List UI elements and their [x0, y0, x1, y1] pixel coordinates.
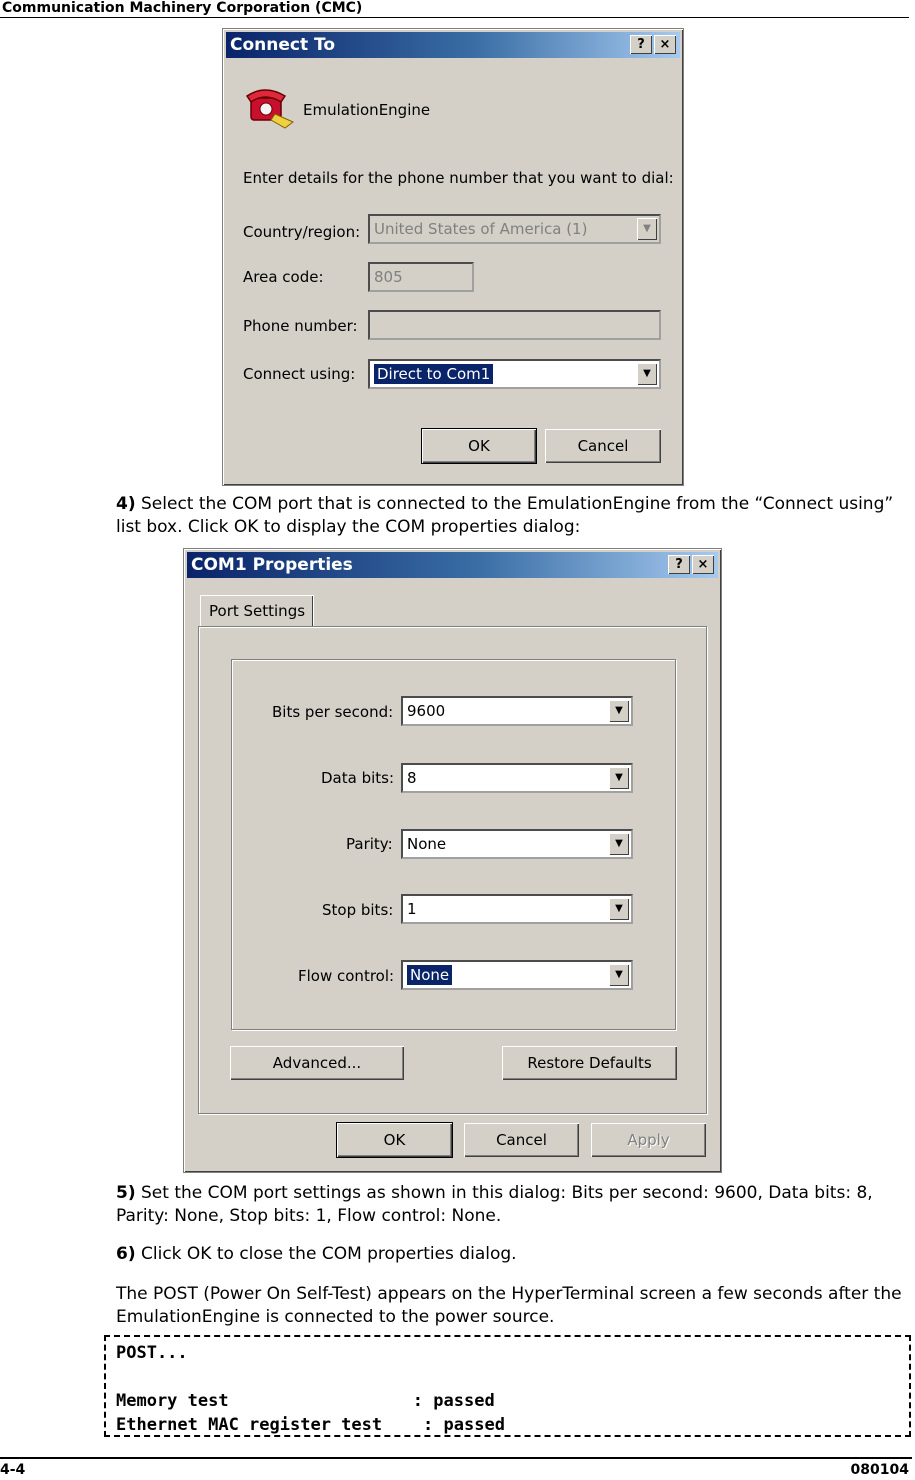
- stop-bits-value: 1: [407, 900, 417, 918]
- flow-control-value: None: [407, 965, 452, 985]
- restore-defaults-button[interactable]: Restore Defaults: [502, 1046, 677, 1080]
- phone-number-label: Phone number:: [243, 317, 358, 335]
- dropdown-arrow-icon[interactable]: ▼: [609, 700, 629, 722]
- advanced-button[interactable]: Advanced...: [230, 1046, 404, 1080]
- country-select[interactable]: [368, 214, 661, 244]
- step-5-body: Set the COM port settings as shown in this dialog: Bits per second: 9600, Data bits: 8, Parity: None, Stop bits: 1, Flow control: None.: [116, 1183, 873, 1226]
- data-bits-value: 8: [407, 769, 417, 787]
- post-intro-text: The POST (Power On Self-Test) appears on the HyperTerminal screen a few seconds after the EmulationEngine is connected to the power source.: [116, 1284, 902, 1327]
- dropdown-arrow-icon[interactable]: ▼: [609, 964, 629, 986]
- dropdown-arrow-icon[interactable]: ▼: [609, 898, 629, 920]
- step-4-body: Select the COM port that is connected to the EmulationEngine from the “Connect using” list box. Click OK to display the COM properties dialog:: [116, 494, 894, 537]
- apply-button[interactable]: Apply: [591, 1123, 706, 1157]
- area-code-input[interactable]: 805: [368, 262, 474, 292]
- parity-value: None: [407, 835, 447, 853]
- bits-per-second-select[interactable]: [401, 696, 633, 726]
- step-4-text: [116, 493, 906, 539]
- com1-title: COM1 Properties: [191, 555, 353, 575]
- dropdown-arrow-icon[interactable]: ▼: [609, 767, 629, 789]
- step-6-text: [116, 1243, 906, 1266]
- connect-using-value: Direct to Com1: [374, 364, 493, 384]
- flow-control-select[interactable]: [401, 960, 633, 990]
- com1-titlebar[interactable]: [187, 552, 718, 578]
- dropdown-arrow-icon[interactable]: ▼: [637, 218, 657, 240]
- step-5-number: 5): [116, 1183, 136, 1203]
- help-button[interactable]: ?: [630, 35, 652, 54]
- post-console-output: [104, 1335, 911, 1437]
- console-line: Memory test : passed: [116, 1391, 495, 1411]
- step-4-number: 4): [116, 494, 136, 514]
- stop-bits-label: Stop bits:: [322, 901, 394, 919]
- connect-to-title: Connect To: [230, 35, 336, 55]
- bits-per-second-value: 9600: [407, 702, 446, 720]
- connect-to-dialog: [222, 28, 684, 486]
- country-value: United States of America (1): [374, 220, 588, 238]
- console-line: [116, 1365, 909, 1389]
- step-5-text: [116, 1182, 906, 1228]
- close-button[interactable]: ×: [654, 35, 676, 54]
- flow-control-label: Flow control:: [298, 967, 395, 985]
- help-button[interactable]: ?: [668, 555, 690, 574]
- bits-per-second-label: Bits per second:: [272, 703, 394, 721]
- stop-bits-select[interactable]: [401, 894, 633, 924]
- tab-port-settings[interactable]: Port Settings: [200, 595, 314, 626]
- parity-select[interactable]: [401, 829, 633, 859]
- data-bits-label: Data bits:: [321, 769, 395, 787]
- com1-properties-dialog: [183, 548, 722, 1173]
- connect-using-label: Connect using:: [243, 365, 356, 383]
- connect-to-titlebar[interactable]: [226, 32, 680, 58]
- country-label: Country/region:: [243, 223, 361, 241]
- cancel-button[interactable]: Cancel: [464, 1123, 579, 1157]
- connect-using-select[interactable]: [368, 359, 661, 389]
- connection-name: EmulationEngine: [303, 101, 431, 119]
- console-line: Ethernet MAC register test : passed: [116, 1415, 505, 1435]
- close-button[interactable]: ×: [692, 555, 714, 574]
- console-line: POST...: [116, 1343, 188, 1363]
- parity-label: Parity:: [346, 835, 393, 853]
- document-code: 080104: [850, 1462, 909, 1478]
- dropdown-arrow-icon[interactable]: ▼: [609, 833, 629, 855]
- page-number: 4-4: [0, 1462, 26, 1478]
- area-code-label: Area code:: [243, 268, 324, 286]
- data-bits-select[interactable]: [401, 763, 633, 793]
- dropdown-arrow-icon[interactable]: ▼: [637, 363, 657, 385]
- page-header: Communication Machinery Corporation (CMC): [0, 0, 909, 18]
- page-footer: [0, 1457, 912, 1478]
- ok-button[interactable]: OK: [422, 429, 536, 463]
- step-6-number: 6): [116, 1244, 136, 1264]
- ok-button[interactable]: OK: [337, 1123, 452, 1157]
- phone-icon: [245, 84, 297, 130]
- cancel-button[interactable]: Cancel: [545, 429, 661, 463]
- dial-prompt: Enter details for the phone number that you want to dial:: [243, 169, 674, 187]
- step-6-body: Click OK to close the COM properties dialog.: [135, 1244, 517, 1264]
- phone-number-input[interactable]: [368, 310, 661, 340]
